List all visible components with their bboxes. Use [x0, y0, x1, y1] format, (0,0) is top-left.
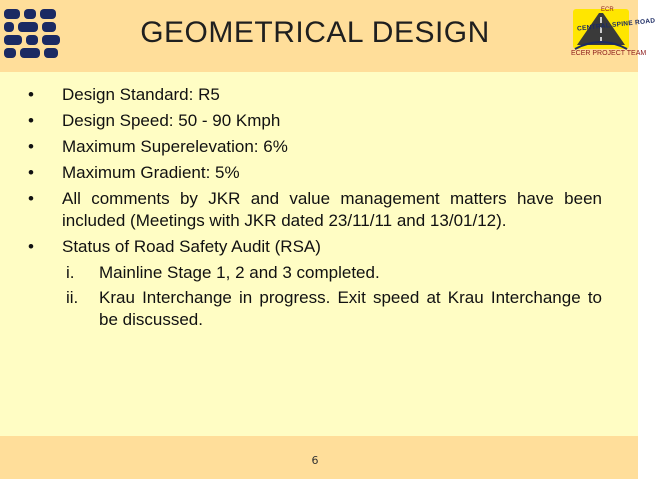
sub-list-text: Mainline Stage 1, 2 and 3 completed.	[99, 263, 380, 282]
bullet-item	[28, 136, 602, 158]
bullet-text: Design Speed: 50 - 90 Kmph	[62, 111, 281, 130]
logo-brand-text: CENTRAL SPINE ROAD	[576, 17, 656, 33]
bullet-text: Design Standard: R5	[62, 85, 220, 104]
bullet-text: Status of Road Safety Audit (RSA)	[62, 237, 321, 256]
bullet-text: All comments by JKR and value management matters have been included (Meetings with JKR dated 23/11/11 and 13/01/12).	[62, 189, 602, 230]
bullet-symbol: •	[28, 85, 34, 104]
bullet-item	[28, 110, 602, 132]
bullet-item	[28, 162, 602, 184]
page-number: 6	[311, 454, 319, 467]
footer-band	[0, 436, 638, 479]
logo-caption: ECER PROJECT TEAM	[571, 50, 647, 57]
sub-list-number: ii.	[66, 288, 79, 307]
bullet-text: Maximum Gradient: 5%	[62, 163, 240, 182]
header-band	[0, 0, 656, 72]
bullet-item	[28, 188, 602, 232]
central-spine-road-logo	[571, 5, 656, 63]
sub-list-number: i.	[66, 263, 75, 282]
bullet-symbol: •	[28, 163, 34, 182]
bullet-symbol: •	[28, 137, 34, 156]
bullet-symbol: •	[28, 111, 34, 130]
bullet-symbol: •	[28, 237, 34, 256]
sub-list-item	[28, 287, 602, 331]
sub-list-item	[28, 262, 602, 284]
bullet-symbol: •	[28, 189, 34, 208]
slide-content	[28, 84, 602, 334]
logo-top-text: ECR	[601, 7, 614, 13]
organization-logo-left	[4, 9, 62, 59]
bullet-text: Maximum Superelevation: 6%	[62, 137, 288, 156]
bullet-item	[28, 236, 602, 258]
sub-list-text: Krau Interchange in progress. Exit speed at Krau Interchange to be discussed.	[99, 288, 602, 329]
bullet-item	[28, 84, 602, 106]
slide-title: GEOMETRICAL DESIGN	[140, 16, 490, 49]
